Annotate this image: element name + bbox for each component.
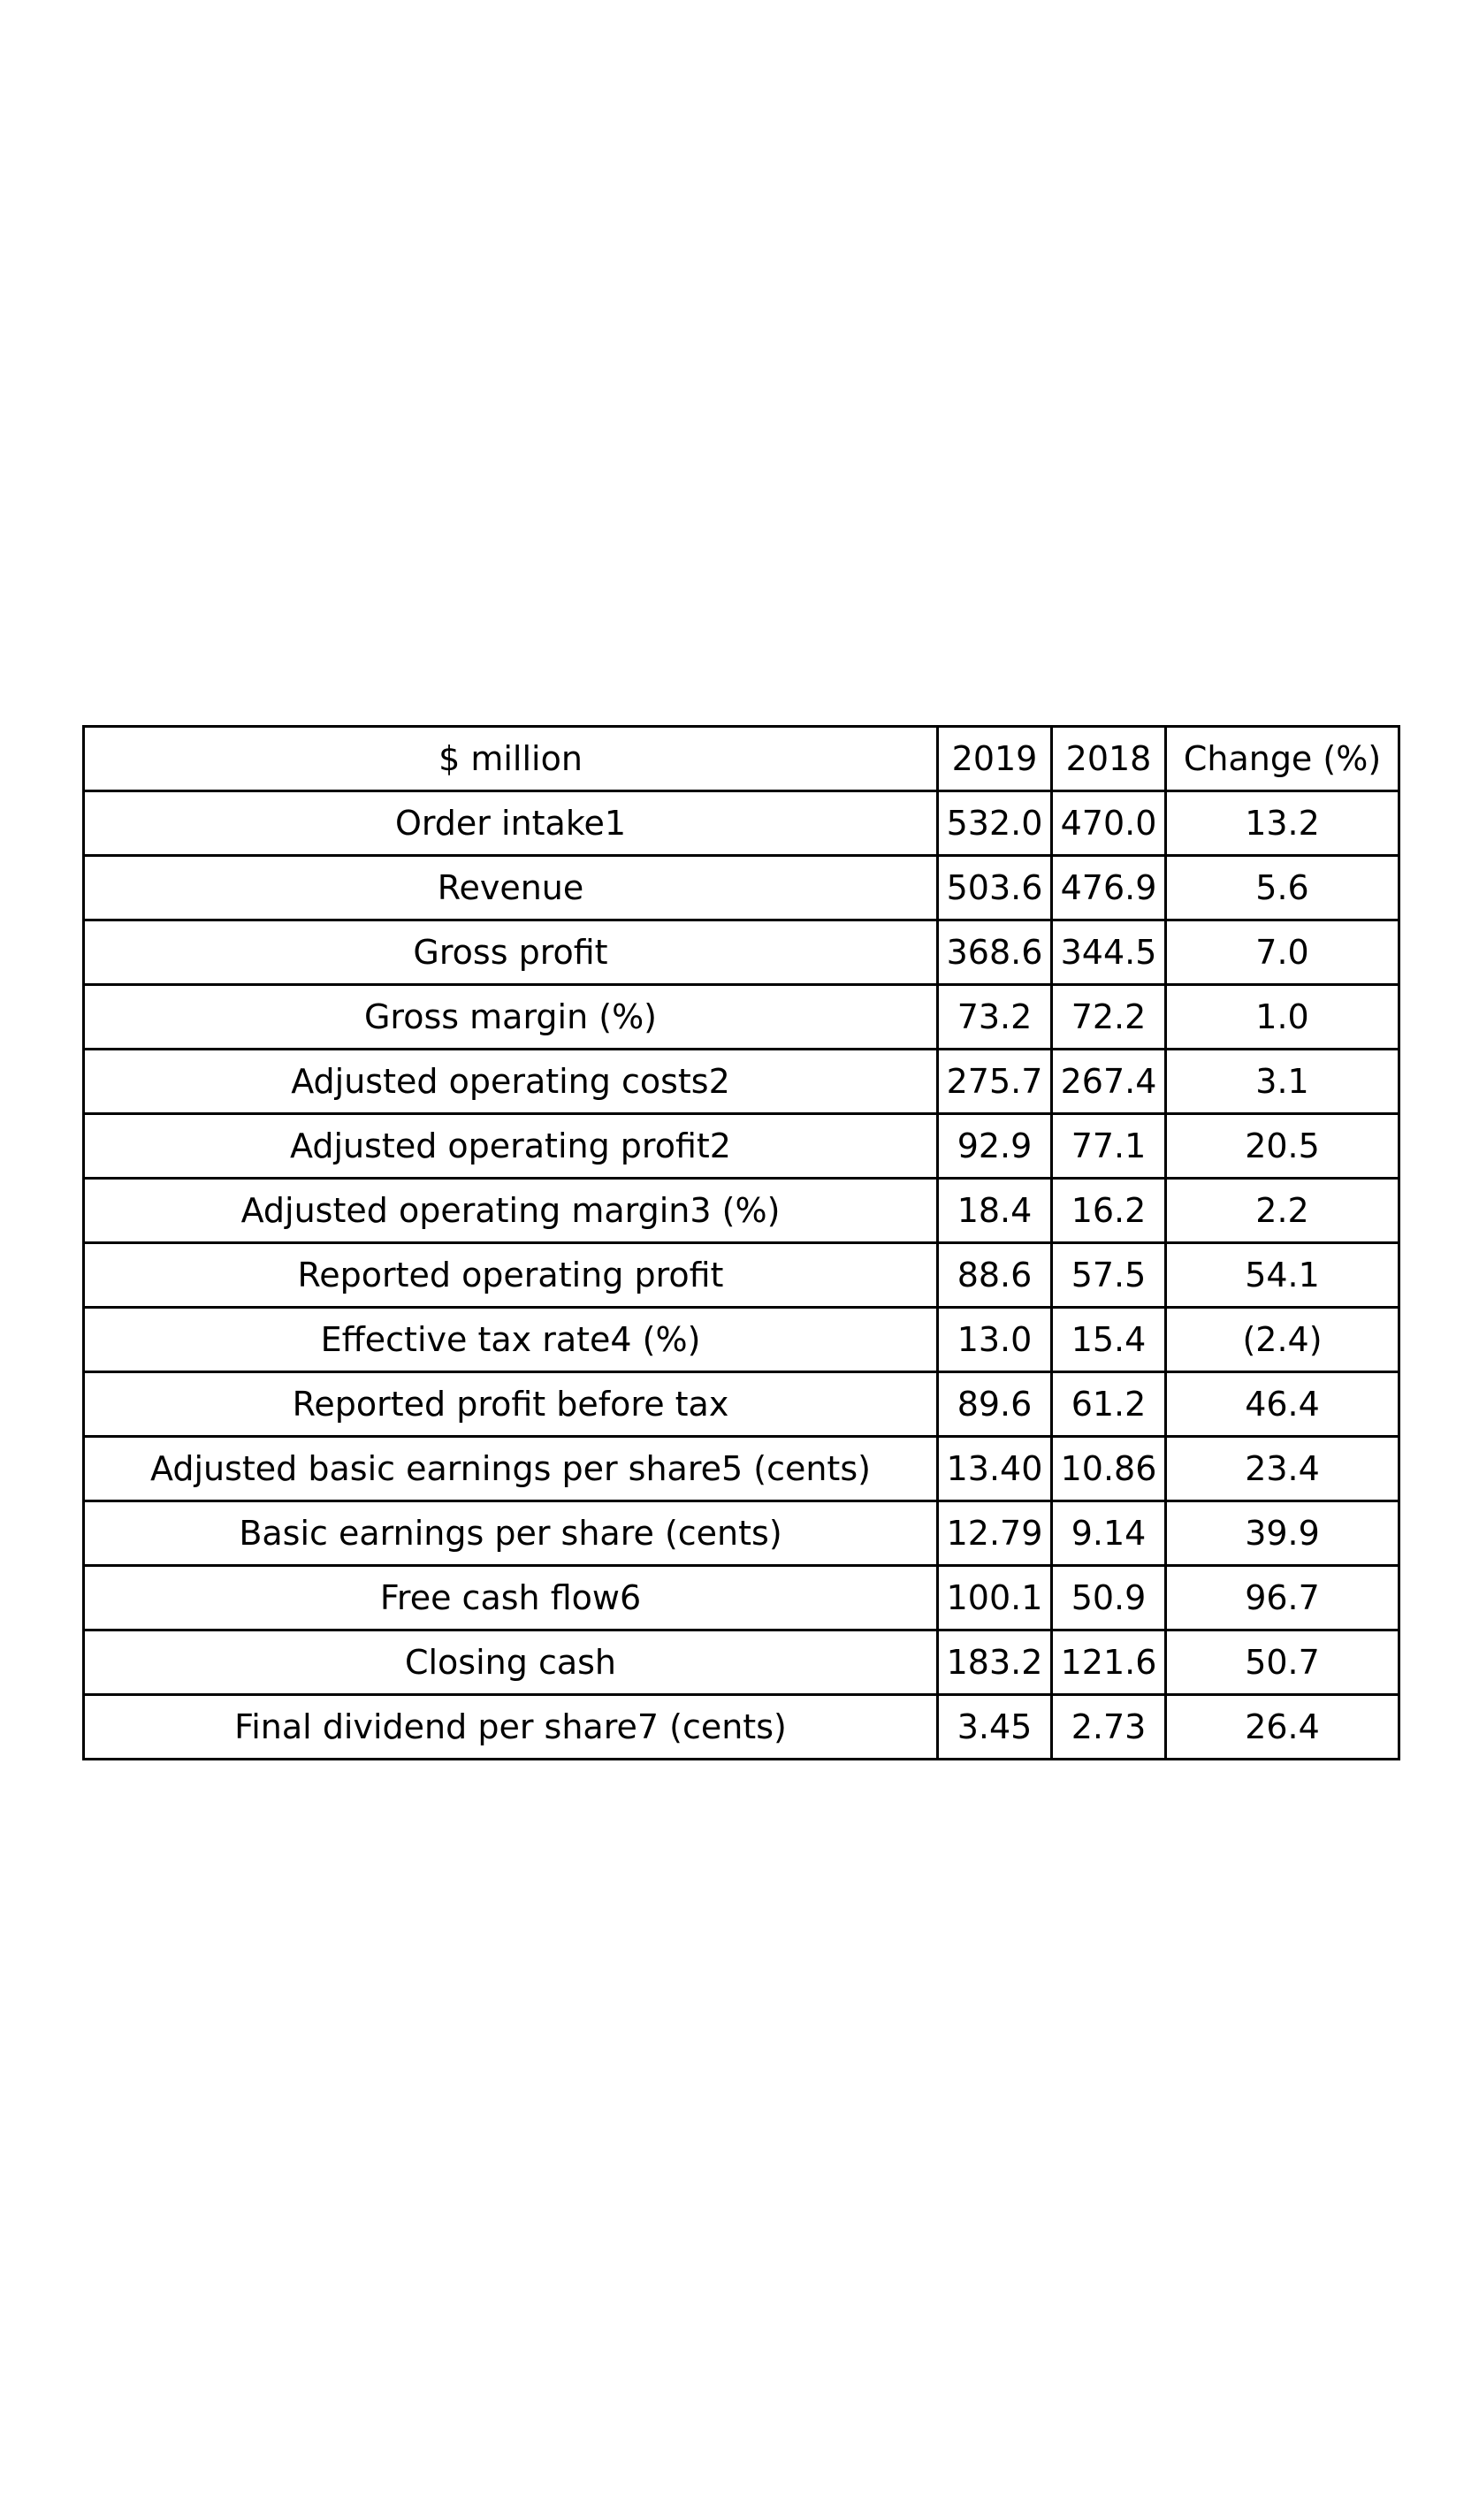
cell-change: 54.1	[1166, 1243, 1399, 1308]
cell-2019: 503.6	[938, 856, 1052, 920]
cell-2019: 368.6	[938, 920, 1052, 985]
table-row	[84, 985, 1399, 1050]
cell-change: 20.5	[1166, 1114, 1399, 1179]
cell-change: 23.4	[1166, 1437, 1399, 1501]
cell-2018: 57.5	[1052, 1243, 1166, 1308]
cell-2019: 73.2	[938, 985, 1052, 1050]
cell-2019: 18.4	[938, 1179, 1052, 1243]
cell-change: 26.4	[1166, 1695, 1399, 1760]
cell-2018: 15.4	[1052, 1308, 1166, 1372]
table-row	[84, 1114, 1399, 1179]
cell-2018: 121.6	[1052, 1630, 1166, 1695]
row-metric-label: Revenue	[84, 856, 938, 920]
header-change: Change (%)	[1166, 727, 1399, 791]
table-header-row	[84, 727, 1399, 791]
table-row	[84, 1243, 1399, 1308]
header-2018: 2018	[1052, 727, 1166, 791]
header-2019: 2019	[938, 727, 1052, 791]
cell-2018: 10.86	[1052, 1437, 1166, 1501]
cell-change: 2.2	[1166, 1179, 1399, 1243]
cell-change: (2.4)	[1166, 1308, 1399, 1372]
cell-2018: 470.0	[1052, 791, 1166, 856]
cell-change: 13.2	[1166, 791, 1399, 856]
financial-summary-table-container	[82, 725, 1398, 1760]
cell-change: 50.7	[1166, 1630, 1399, 1695]
cell-2019: 92.9	[938, 1114, 1052, 1179]
cell-2019: 88.6	[938, 1243, 1052, 1308]
financial-summary-table	[82, 725, 1400, 1760]
table-row	[84, 791, 1399, 856]
header-metric: $ million	[84, 727, 938, 791]
cell-2018: 344.5	[1052, 920, 1166, 985]
cell-2018: 61.2	[1052, 1372, 1166, 1437]
cell-2018: 77.1	[1052, 1114, 1166, 1179]
table-row	[84, 1566, 1399, 1630]
cell-2019: 13.40	[938, 1437, 1052, 1501]
table-row	[84, 1050, 1399, 1114]
row-metric-label: Gross profit	[84, 920, 938, 985]
table-body	[84, 791, 1399, 1760]
cell-2019: 275.7	[938, 1050, 1052, 1114]
cell-2018: 476.9	[1052, 856, 1166, 920]
cell-2019: 100.1	[938, 1566, 1052, 1630]
row-metric-label: Final dividend per share7 (cents)	[84, 1695, 938, 1760]
cell-2018: 50.9	[1052, 1566, 1166, 1630]
cell-2019: 183.2	[938, 1630, 1052, 1695]
row-metric-label: Effective tax rate4 (%)	[84, 1308, 938, 1372]
table-row	[84, 1372, 1399, 1437]
row-metric-label: Adjusted operating costs2	[84, 1050, 938, 1114]
cell-2019: 532.0	[938, 791, 1052, 856]
cell-2018: 267.4	[1052, 1050, 1166, 1114]
cell-2019: 3.45	[938, 1695, 1052, 1760]
cell-change: 1.0	[1166, 985, 1399, 1050]
cell-2018: 16.2	[1052, 1179, 1166, 1243]
row-metric-label: Basic earnings per share (cents)	[84, 1501, 938, 1566]
row-metric-label: Gross margin (%)	[84, 985, 938, 1050]
table-row	[84, 1308, 1399, 1372]
row-metric-label: Adjusted basic earnings per share5 (cents)	[84, 1437, 938, 1501]
cell-change: 7.0	[1166, 920, 1399, 985]
row-metric-label: Free cash flow6	[84, 1566, 938, 1630]
cell-change: 39.9	[1166, 1501, 1399, 1566]
row-metric-label: Reported profit before tax	[84, 1372, 938, 1437]
row-metric-label: Order intake1	[84, 791, 938, 856]
table-row	[84, 1437, 1399, 1501]
cell-2019: 89.6	[938, 1372, 1052, 1437]
row-metric-label: Reported operating profit	[84, 1243, 938, 1308]
table-row	[84, 920, 1399, 985]
cell-2018: 72.2	[1052, 985, 1166, 1050]
table-row	[84, 856, 1399, 920]
table-row	[84, 1501, 1399, 1566]
cell-change: 46.4	[1166, 1372, 1399, 1437]
table-row	[84, 1630, 1399, 1695]
row-metric-label: Adjusted operating profit2	[84, 1114, 938, 1179]
cell-change: 5.6	[1166, 856, 1399, 920]
cell-change: 96.7	[1166, 1566, 1399, 1630]
cell-2018: 2.73	[1052, 1695, 1166, 1760]
cell-2018: 9.14	[1052, 1501, 1166, 1566]
row-metric-label: Closing cash	[84, 1630, 938, 1695]
cell-2019: 12.79	[938, 1501, 1052, 1566]
cell-change: 3.1	[1166, 1050, 1399, 1114]
table-row	[84, 1695, 1399, 1760]
table-row	[84, 1179, 1399, 1243]
row-metric-label: Adjusted operating margin3 (%)	[84, 1179, 938, 1243]
cell-2019: 13.0	[938, 1308, 1052, 1372]
